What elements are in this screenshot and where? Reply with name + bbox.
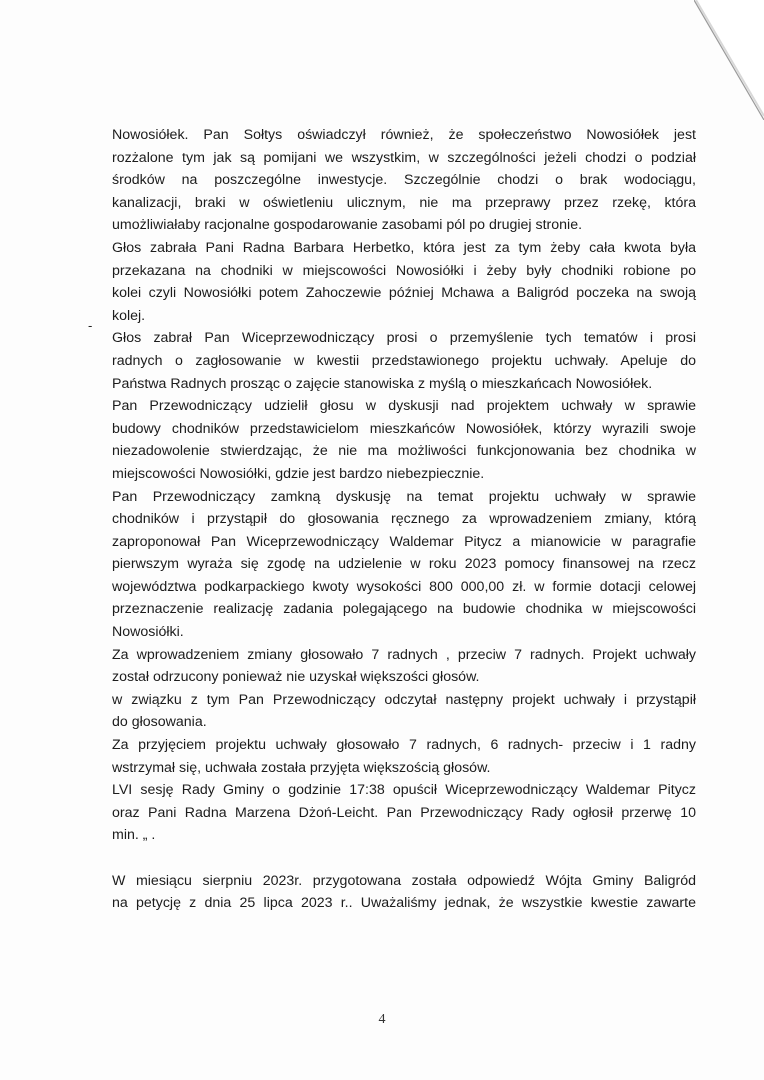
text-line: Za wprowadzeniem zmiany głosowało 7 radnych , przeciw 7 radnych. Projekt uchwały bbox=[112, 646, 696, 663]
text-line: w związku z tym Pan Przewodniczący odczytał następny projekt uchwały i przystąpił bbox=[112, 691, 696, 708]
text-line: województwa podkarpackiego kwoty wysokości 800 000,00 zł. w formie dotacji celowej bbox=[112, 578, 696, 595]
text-line: W miesiącu sierpniu 2023r. przygotowana została odpowiedź Wójta Gminy Baligród bbox=[112, 872, 696, 889]
paragraph bbox=[112, 486, 696, 644]
paragraph bbox=[112, 237, 696, 327]
text-line: kanalizacji, braki w oświetleniu ulicznym, nie ma przeprawy przez rzekę, która bbox=[112, 194, 696, 211]
text-line: Głos zabrał Pan Wiceprzewodniczący prosi o przemyślenie tych tematów i prosi bbox=[112, 330, 696, 347]
text-line: umożliwiałaby racjonalne gospodarowanie zasobami pól po drugiej stronie. bbox=[112, 217, 583, 234]
text-line: chodników i przystąpił do głosowania ręcznego za wprowadzeniem zmiany, którą bbox=[112, 511, 696, 528]
text-line: niezadowolenie stwierdzając, że nie ma możliwości funkcjonowania bez chodnika w bbox=[112, 443, 696, 460]
text-line: zaproponował Pan Wiceprzewodniczący Waldemar Pitycz a mianowicie w paragrafie bbox=[112, 533, 696, 550]
text-line: środków na poszczególne inwestycje. Szczególnie chodzi o brak wodociągu, bbox=[112, 172, 696, 189]
text-line: pierwszym wyraża się zgodę na udzielenie w roku 2023 pomocy finansowej na rzecz bbox=[112, 556, 696, 573]
document-body bbox=[112, 124, 696, 915]
text-line: Nowosiółki. bbox=[112, 624, 184, 641]
text-line: min. „ . bbox=[112, 827, 156, 844]
text-line: radnych o zagłosowanie w kwestii przedstawionego projektu uchwały. Apeluje do bbox=[112, 352, 696, 369]
text-line: Za przyjęciem projektu uchwały głosowało 7 radnych, 6 radnych- przeciw i 1 radny bbox=[112, 737, 696, 754]
page-corner-fold bbox=[694, 0, 764, 120]
text-line: został odrzucony ponieważ nie uzyskał większości głosów. bbox=[112, 669, 480, 686]
text-line: miejscowości Nowosiółki, gdzie jest bardzo niebezpiecznie. bbox=[112, 465, 485, 482]
paragraph bbox=[112, 689, 696, 734]
paragraph-gap bbox=[112, 847, 696, 870]
text-line: Pan Przewodniczący zamkną dyskusję na temat projektu uchwały w sprawie bbox=[112, 488, 696, 505]
text-line: do głosowania. bbox=[112, 714, 207, 731]
text-line: Nowosiółek. Pan Sołtys oświadczył również, że społeczeństwo Nowosiółek jest bbox=[112, 127, 696, 143]
text-line: przeznaczenie realizację zadania polegającego na budowie chodnika w miejscowości bbox=[112, 601, 696, 618]
text-line: przekazana na chodniki w miejscowości Nowosiółki i żeby były chodniki robione po bbox=[112, 262, 696, 279]
text-line: oraz Pani Radna Marzena Dżoń-Leicht. Pan Przewodniczący Rady ogłosił przerwę 10 bbox=[112, 804, 696, 821]
text-line: wstrzymał się, uchwała została przyjęta większością głosów. bbox=[112, 759, 491, 776]
text-line: budowy chodników przedstawicielom mieszkańców Nowosiółek, którzy wyrazili swoje bbox=[112, 420, 696, 437]
text-line: Pan Przewodniczący udzielił głosu w dyskusji nad projektem uchwały w sprawie bbox=[112, 398, 696, 415]
margin-mark: - bbox=[88, 318, 93, 333]
paragraph bbox=[112, 327, 696, 395]
paragraph bbox=[112, 870, 696, 915]
text-line: kolej. bbox=[112, 307, 146, 324]
text-line: LVI sesję Rady Gminy o godzinie 17:38 opuścił Wiceprzewodniczący Waldemar Pitycz bbox=[112, 782, 696, 799]
paragraph bbox=[112, 395, 696, 485]
text-line: kolei czyli Nowosiółki potem Zahoczewie później Mchawa a Baligród poczeka na swoją bbox=[112, 285, 696, 302]
paragraph bbox=[112, 644, 696, 689]
paragraph bbox=[112, 124, 696, 237]
text-line: Głos zabrała Pani Radna Barbara Herbetko, która jest za tym żeby cała kwota była bbox=[112, 239, 696, 256]
page-number: 4 bbox=[378, 1012, 386, 1027]
text-line: rozżalone tym jak są pomijani we wszystkim, w szczególności jeżeli chodzi o podział bbox=[112, 149, 696, 166]
paragraph bbox=[112, 734, 696, 779]
text-line: na petycję z dnia 25 lipca 2023 r.. Uważaliśmy jednak, że wszystkie kwestie zawarte bbox=[112, 895, 696, 912]
paragraph bbox=[112, 779, 696, 847]
text-line: Państwa Radnych prosząc o zajęcie stanowiska z myślą o mieszkańcach Nowosiółek. bbox=[112, 375, 653, 392]
